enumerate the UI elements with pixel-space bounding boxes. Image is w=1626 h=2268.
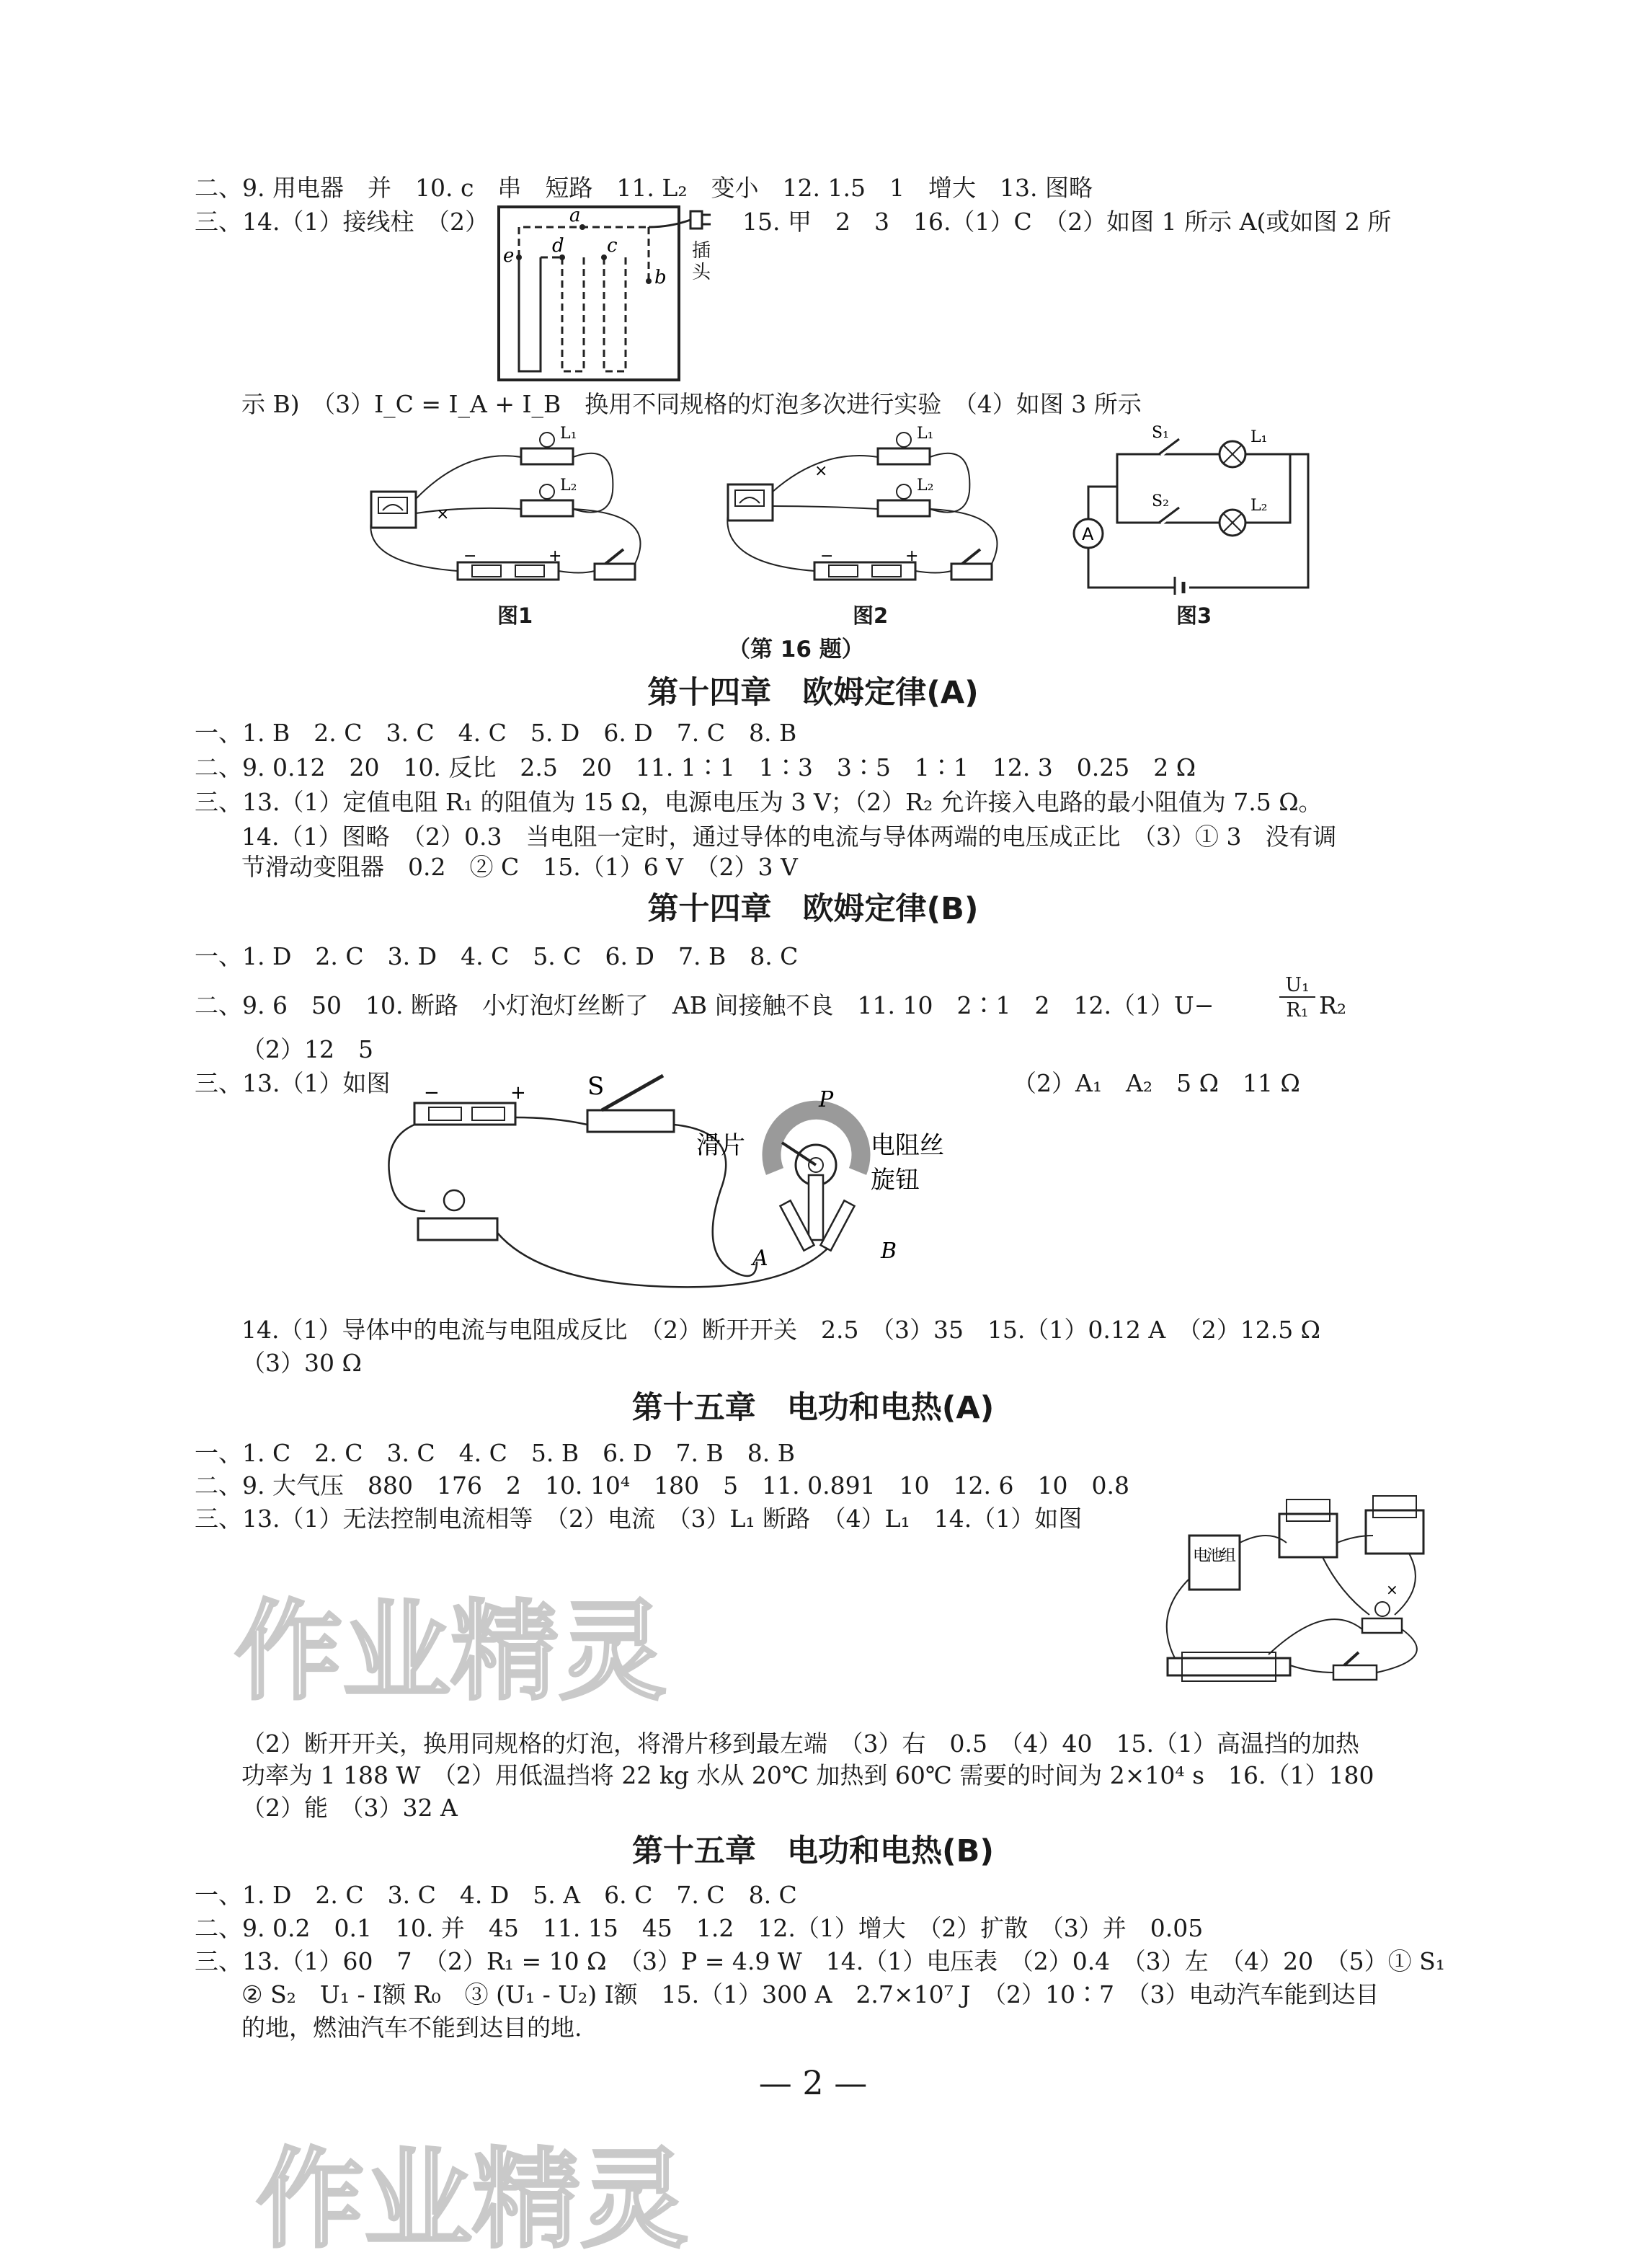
slider-label: 滑片 xyxy=(696,1131,745,1160)
resistance-wire-label: 电阻丝 xyxy=(871,1131,944,1160)
answer-line: ② S₂ U₁ - I额 R₀ ③ (U₁ - U₂) I额 15.（1）300 A 2.7×10⁷ J （2）10∶7 （3）电动汽车能到达目 xyxy=(241,1980,1380,2008)
svg-text:−: − xyxy=(463,547,477,565)
answer-line: （2）A₁ A₂ 5 Ω 11 Ω xyxy=(1013,1069,1300,1097)
chapter-heading: 第十四章 欧姆定律(A) xyxy=(647,675,979,711)
svg-text:+: + xyxy=(905,547,919,565)
answer-line: 一、1. D 2. C 3. D 4. C 5. C 6. D 7. B 8. C xyxy=(195,942,799,970)
lamp-l1-label: L₁ xyxy=(560,425,577,443)
terminal-a-label: A xyxy=(752,1246,768,1271)
circuit-figure-1 xyxy=(357,420,674,596)
answer-line: （3）30 Ω xyxy=(241,1349,362,1377)
svg-text:−: − xyxy=(820,547,834,565)
answer-line: R₂ xyxy=(1319,991,1347,1019)
svg-text:−: − xyxy=(424,1082,440,1104)
answer-line: 14.（1）图略 （2）0.3 当电阻一定时，通过导体的电流与导体两端的电压成正比 （3）① 3 没有调 xyxy=(241,823,1337,851)
answer-line: 二、9. 0.12 20 10. 反比 2.5 20 11. 1∶1 1∶3 3∶5 1∶1 12. 3 0.25 2 Ω xyxy=(195,753,1196,781)
electric-heating-circuit-figure xyxy=(1153,1492,1441,1698)
figure-caption: 图2 xyxy=(853,603,889,628)
chapter-heading: 第十五章 电功和电热(B) xyxy=(631,1833,995,1869)
chapter-heading: 第十四章 欧姆定律(B) xyxy=(647,891,979,927)
point-e-label: e xyxy=(503,245,515,267)
terminal-b-label: B xyxy=(881,1239,897,1264)
plug-label: 插头 xyxy=(692,240,711,283)
fraction-denominator: R₁ xyxy=(1286,999,1309,1022)
switch-s1-label: S₁ xyxy=(1152,424,1169,442)
point-d-label: d xyxy=(552,235,564,257)
answer-line: 一、1. B 2. C 3. C 4. C 5. D 6. D 7. C 8. B xyxy=(195,719,797,747)
answer-line: 二、9. 6 50 10. 断路 小灯泡灯丝断了 AB 间接触不良 11. 10 2∶1 2 12.（1）U− xyxy=(195,991,1214,1019)
figure-caption: 图3 xyxy=(1176,603,1212,628)
svg-text:×: × xyxy=(1386,1581,1398,1598)
watermark: 作业精灵 xyxy=(234,1590,667,1715)
answer-line: 二、9. 0.2 0.1 10. 并 45 11. 15 45 1.2 12.（1）增大 （2）扩散 （3）并 0.05 xyxy=(195,1914,1204,1942)
answer-line: （2）能 （3）32 A xyxy=(241,1794,458,1822)
chapter-heading: 第十五章 电功和电热(A) xyxy=(631,1390,995,1426)
answer-line: 三、13.（1）60 7 （2）R₁ = 10 Ω （3）P = 4.9 W 14.（1）电压表 （2）0.4 （3）左 （4）20 （5）① S₁ xyxy=(195,1947,1445,1975)
lamp-l1-label: L₁ xyxy=(917,425,934,443)
page-number: — 2 — xyxy=(758,2063,868,2102)
answer-line: 二、9. 用电器 并 10. c 串 短路 11. L₂ 变小 12. 1.5 1 增大 13. 图略 xyxy=(195,174,1093,202)
svg-text:×: × xyxy=(436,505,450,523)
lamp-l1-label: L₁ xyxy=(1250,428,1268,446)
lamp-l2-label: L₂ xyxy=(1250,497,1268,515)
figure-caption: 图1 xyxy=(497,603,533,628)
svg-text:+: + xyxy=(548,547,562,565)
answer-line: 15. 甲 2 3 16.（1）C （2）如图 1 所示 A(或如图 2 所 xyxy=(742,208,1392,236)
answer-line: （2）断开开关，换用同规格的灯泡，将滑片移到最左端 （3）右 0.5 （4）40 15.（1）高温挡的加热 xyxy=(241,1729,1359,1758)
answer-line: 三、13.（1）定值电阻 R₁ 的阻值为 15 Ω，电源电压为 3 V；（2）R₂ 允许接入电路的最小阻值为 7.5 Ω。 xyxy=(195,788,1323,816)
fraction-numerator: U₁ xyxy=(1279,975,1315,998)
knob-label: 旋钮 xyxy=(871,1166,920,1195)
answer-line: 一、1. D 2. C 3. C 4. D 5. A 6. C 7. C 8. C xyxy=(195,1881,797,1909)
watermark: 作业精灵 xyxy=(256,2138,689,2263)
ammeter-label: A xyxy=(1082,524,1094,544)
answer-line: 示 B) （3）I_C = I_A + I_B 换用不同规格的灯泡多次进行实验 （4）如图 3 所示 xyxy=(241,390,1142,418)
answer-line: （2）12 5 xyxy=(241,1035,373,1063)
switch-label: S xyxy=(587,1074,605,1101)
battery-pack-label: 电池组 xyxy=(1193,1547,1236,1565)
answer-line: 二、9. 大气压 880 176 2 10. 10⁴ 180 5 11. 0.891 10 12. 6 10 0.8 xyxy=(195,1471,1129,1500)
answer-line: 功率为 1 188 W （2）用低温挡将 22 kg 水从 20℃ 加热到 60℃ 需要的时间为 2×10⁴ s 16.（1）180 xyxy=(241,1761,1374,1789)
svg-text:×: × xyxy=(814,462,828,480)
point-c-label: c xyxy=(607,235,618,257)
answer-line: 一、1. C 2. C 3. C 4. C 5. B 6. D 7. B 8. B xyxy=(195,1439,796,1467)
lamp-l2-label: L₂ xyxy=(560,477,577,495)
point-b-label: b xyxy=(654,267,667,288)
wiring-box-figure xyxy=(497,205,742,386)
answer-line: 三、13.（1）如图 xyxy=(195,1069,391,1097)
svg-text:+: + xyxy=(510,1082,526,1104)
slider-p-label: P xyxy=(819,1087,834,1112)
point-a-label: a xyxy=(569,205,581,226)
lamp-l2-label: L₂ xyxy=(917,477,934,495)
switch-s2-label: S₂ xyxy=(1152,492,1169,510)
answer-line: 三、13.（1）无法控制电流相等 （2）电流 （3）L₁ 断路 （4）L₁ 14.（1）如图 xyxy=(195,1505,1083,1533)
answer-line: 14.（1）导体中的电流与电阻成反比 （2）断开开关 2.5 （3）35 15.（1）0.12 A （2）12.5 Ω xyxy=(241,1316,1321,1344)
answer-line: 的地，燃油汽车不能到达目的地. xyxy=(241,2014,582,2042)
circuit-figure-2 xyxy=(714,420,1031,596)
rheostat-circuit-figure xyxy=(382,1074,973,1298)
answer-line: 三、14.（1）接线柱 （2） xyxy=(195,208,489,236)
question-caption: （第 16 题） xyxy=(728,637,864,663)
answer-line: 节滑动变阻器 0.2 ② C 15.（1）6 V （2）3 V xyxy=(241,853,798,881)
circuit-schematic-3 xyxy=(1067,422,1326,595)
